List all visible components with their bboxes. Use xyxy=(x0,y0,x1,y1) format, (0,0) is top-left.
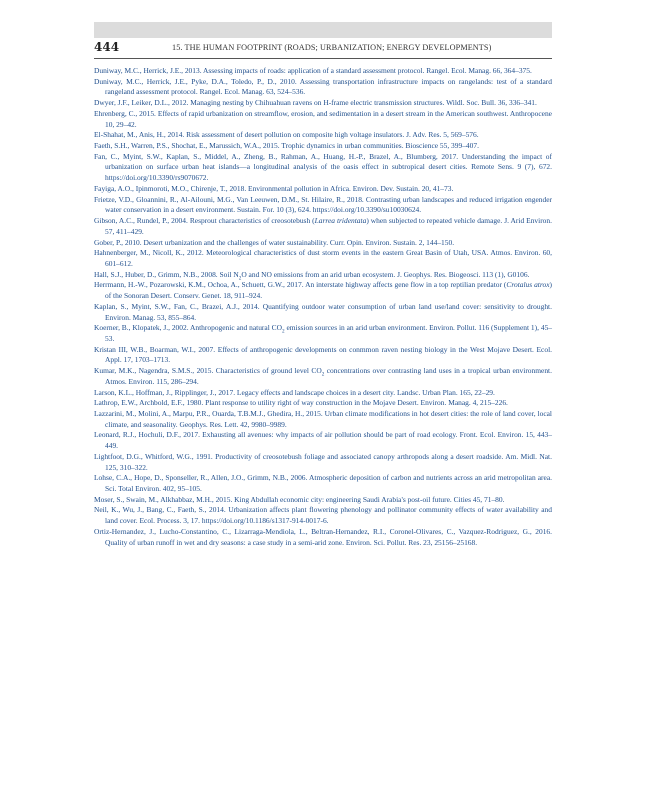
page-number: 444 xyxy=(94,40,120,54)
reference-item[interactable]: Dwyer, J.F., Leiker, D.L., 2012. Managing nesting by Chihuahuan ravens on H-frame electric transmission structures. Wildl. Soc. Bull. 36, 336–341. xyxy=(94,98,537,108)
page-header xyxy=(94,40,552,59)
reference-item[interactable]: Kumar, M.K., Nagendra, S.M.S., 2015. Characteristics of ground level $CO_2$ concentrations over contrasting land uses in a tropical urban environment. Atmos. Environ. 115, 286–294. xyxy=(94,366,552,386)
reference-item[interactable]: Duniway, M.C., Herrick, J.E., 2013. Assessing impacts of roads: application of a standard assessment protocol. Rangel. Ecol. Manag. 66, 364–375. xyxy=(94,66,532,75)
reference-item[interactable]: Lazzarini, M., Molini, A., Marpu, P.R., Ouarda, T.B.M.J., Ghedira, H., 2015. Urban climate modifications in hot desert cities: the role of land cover, local climate, and seasonality. Geophys. Res. Lett. 42, 9980–9989. xyxy=(94,409,552,429)
reference-item[interactable]: Neil, K., Wu, J., Bang, C., Faeth, S., 2014. Urbanization affects plant flowering phenology and pollinator community effects of water availability and land cover. Ecol. Process. 3, 17. https://doi.org/10.1186/s1317-914-0017-6. xyxy=(94,505,552,526)
reference-item[interactable]: Gibson, A.C., Rundel, P., 2004. Resprout characteristics of creosotebush (Larrea tridentata) when subjected to repeated vehicle damage. J. Arid Environ. 57, 411–429. xyxy=(94,216,552,236)
reference-item[interactable]: Kaplan, S., Myint, S.W., Fan, C., Brazei, A.J., 2014. Quantifying outdoor water consumption of urban land use/land cover: sensitivity to drought. Environ. Manag. 53, 855–864. xyxy=(94,301,552,322)
reference-item[interactable]: Lightfoot, D.G., Whitford, W.G., 1991. Productivity of creosotebush foliage and associated canopy arthropods along a desert roadside. Am. Midl. Nat. 125, 310–322. xyxy=(94,451,552,472)
reference-item[interactable]: Koerner, B., Klopatek, J., 2002. Anthropogenic and natural $CO_2$ emission sources in an arid urban environment. Environ. Pollut. 116 (Supplement 1), 45–53. xyxy=(94,323,553,343)
top-band xyxy=(94,22,552,38)
reference-item[interactable]: El-Shahat, M., Anis, H., 2014. Risk assessment of desert pollution on composite high voltage insulators. J. Adv. Res. 5, 569–576. xyxy=(94,130,479,140)
reference-item[interactable]: Moser, S., Swain, M., Alkhabbaz, M.H., 2015. King Abdullah economic city: engineering Saudi Arabia's post-oil future. Cities 45, 71–80. xyxy=(94,494,505,504)
reference-item[interactable]: Faeth, S.H., Warren, P.S., Shochat, E., Marussich, W.A., 2015. Trophic dynamics in urban communities. Bioscience 55, 399–407. xyxy=(94,141,479,151)
reference-item[interactable]: Duniway, M.C., Herrick, J.E., Pyke, D.A., Toledo, P., D., 2010. Assessing transportation infrastructure impacts on rangelands: test of a standard rangeland assessment protocol. Rangel. Ecol. Manag. 63, 524–536. xyxy=(94,76,552,97)
reference-item[interactable]: Fan, C., Myint, S.W., Kaplan, S., Middel, A., Zheng, B., Rahman, A., Huang, H.-P., Brazel, A., Blumberg, 2017. Understanding the impact of urbanization on surface urban heat islands—a longitudinal analysis of the oasis effect in subtropical desert cities. Remote Sens. 9 (7), 672. https://doi.org/10.3390/rs9070672. xyxy=(94,151,552,183)
reference-item[interactable]: Lohse, C.A., Hope, D., Sponseller, R., Allen, J.O., Grimm, N.B., 2006. Atmospheric deposition of carbon and nutrients across an arid metropolitan area. Sci. Total Environ. 402, 95–105. xyxy=(94,473,552,494)
reference-item[interactable]: Larson, K.L., Hoffman, J., Ripplinger, J., 2017. Legacy effects and landscape choices in a desert city. Landsc. Urban Plan. 165, 22–29. xyxy=(94,387,495,397)
reference-item[interactable]: Hahnenberger, M., Nicoll, K., 2012. Meteorological characteristics of dust storm events in the eastern Great Basin of Utah, USA. Atmos. Environ. 60, 601–612. xyxy=(94,248,552,268)
reference-item[interactable]: Frietze, V.D., Gloannini, R., Al-Ailouni, M.G., Van Leeuwen, D.M., St. Hilaire, R., 2018. Contrasting urban landscapes and reduced irrigation engender water conservation in a desert environment. Sustain. For. 10 (3), 624. https://doi.org/10.3390/su10030624. xyxy=(94,194,552,215)
reference-item[interactable]: Kristan III, W.B., Boarman, W.I., 2007. Effects of anthropogenic developments on conmmon raven nesting biology in the West Mojave Desert. Ecol. Appl. 17, 1703–1713. xyxy=(94,344,552,365)
reference-item[interactable]: Herrmann, H.-W., Pozarowski, K.M., Ochoa, A., Schuett, G.W., 2017. An interstate highway affects gene flow in a top reptilian predator (Crotalus atrox) of the Sonoran Desert. Conserv. Genet. 18, 911–924. xyxy=(94,280,553,301)
reference-item[interactable]: Gober, P., 2010. Desert urbanization and the challenges of water sustainability. Curr. Opin. Environ. Sustain. 2, 144–150. xyxy=(94,237,455,247)
running-head: 15. THE HUMAN FOOTPRINT (ROADS; URBANIZATION; ENERGY DEVELOPMENTS) xyxy=(172,43,492,52)
reference-list xyxy=(94,66,552,548)
reference-item[interactable]: Lathrop, E.W., Archbold, E.F., 1980. Plant response to utility right of way construction in the Mojave Desert. Environ. Manag. 4, 215–226. xyxy=(94,398,508,408)
reference-item[interactable]: Fayiga, A.O., Ipinmoroti, M.O., Chirenje, T., 2018. Environmental pollution in Africa. Environ. Dev. Sustain. 20, 41–73. xyxy=(94,183,454,193)
reference-item[interactable]: Hall, S.J., Huber, D., Grimm, N.B., 2008. Soil $N_2O$ and NO emissions from an arid urban ecosystem. J. Geophys. Res. Biogeosci. 113 (1), G0106. xyxy=(94,269,530,282)
reference-item[interactable]: Ortiz-Hernandez, J., Lucho-Constantino, C., Lizarraga-Mendiola, L., Beltran-Hernandez, R.I., Coronel-Olivares, C., Vazquez-Rodriguez, G., 2016. Quality of urban runoff in wet and dry seasons: a case study in a semi-arid zone. Environ. Sci. Pollut. Res. 23, 25156–25168. xyxy=(94,526,552,547)
reference-item[interactable]: Ehrenberg, C., 2015. Effects of rapid urbanization on streamflow, erosion, and sedimentation in a desert stream in the American southwest. Anthropocene 10, 29–42. xyxy=(94,108,552,129)
reference-item[interactable]: Leonard, R.J., Hochuli, D.F., 2017. Exhausting all avenues: why impacts of air pollution should be part of road ecology. Front. Ecol. Environ. 15, 443–449. xyxy=(94,430,552,451)
